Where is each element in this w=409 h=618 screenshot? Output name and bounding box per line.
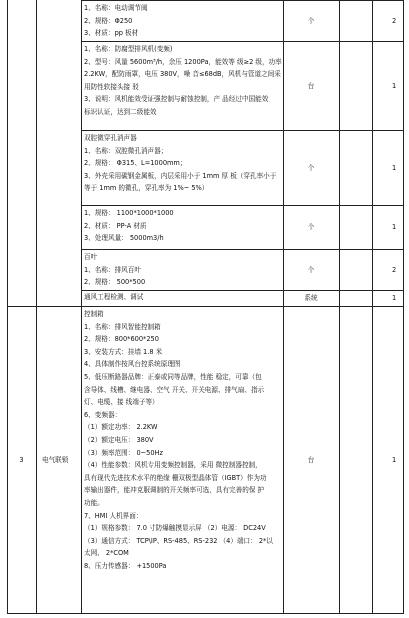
quantity-cell: 1 <box>392 223 397 231</box>
row-divider <box>81 130 404 131</box>
description-line: 3、材质：pp 板材 <box>84 29 139 38</box>
description-line: （4）性能参数：风机专用变频控制器，采用 微控制器控制， <box>84 461 262 470</box>
table-row <box>7 290 404 306</box>
column-divider <box>372 0 373 614</box>
description-line: 2.2KW，配防雨罩，电压 380V，噪 音≤68dB，风机与管道之间采 <box>84 70 281 79</box>
table-border <box>403 0 404 614</box>
description-line: 等于 1mm 的微孔，穿孔率为 1%~ 5%） <box>84 184 209 193</box>
description-line: 4、具体制作按风台控系统原理图 <box>84 360 181 369</box>
unit-cell: 个 <box>307 265 315 274</box>
description-line: 含导体、线槽、继电器、空气 开关、开关电源、排气扇、指示 <box>84 385 265 394</box>
description-line: 2、型号：风量 5600m³/h，余压 1200Pa，能效等 级≥2 级，功率 <box>84 57 282 66</box>
description-line: 灯、电缆、接 线端子等） <box>84 398 159 407</box>
description-line: 2、规格：Φ250 <box>84 16 133 25</box>
description-cell <box>84 291 282 304</box>
row-divider <box>81 290 404 291</box>
description-line: 标识认证，达到二级能效 <box>84 107 157 116</box>
description-line: 2、规格：800*600*250 <box>84 335 159 344</box>
description-line: 1、名称：排风百叶 <box>84 265 141 274</box>
description-cell <box>84 43 282 119</box>
table-row <box>7 249 404 290</box>
row-divider <box>81 0 404 1</box>
quantity-cell: 1 <box>392 294 397 302</box>
description-line: 8、压力传感器： +1500Pa <box>84 561 167 570</box>
description-line: （1）额定功率： 2.2KW <box>84 423 158 432</box>
unit-cell: 台 <box>307 456 315 464</box>
description-line: （3）频率范围： 0~50Hz <box>84 448 163 457</box>
unit-cell: 台 <box>307 81 315 90</box>
item-number-cell: 3 <box>19 456 24 464</box>
specification-table <box>7 0 404 614</box>
description-line: 具有现代先进技术水平的绝缘 栅双极型晶体管（IGBT）作为功 <box>84 473 267 482</box>
unit-cell: 系统 <box>304 294 318 302</box>
quantity-cell: 1 <box>392 163 397 172</box>
quantity-cell: 2 <box>392 16 397 25</box>
description-line: 2、规格： 500*500 <box>84 278 146 287</box>
description-line: 3、安装方式：挂墙 1.8 米 <box>84 347 163 356</box>
description-line: 通风工程检测、调试 <box>84 293 144 301</box>
row-divider <box>81 205 404 206</box>
unit-cell: 个 <box>307 16 315 25</box>
description-line: （3）通信方式： TCP\IP、RS-485、RS-232 （4）端口： 2*以 <box>84 536 273 545</box>
table-border <box>7 613 404 614</box>
quantity-cell: 1 <box>392 456 397 464</box>
column-divider <box>81 0 82 614</box>
table-row <box>7 205 404 249</box>
description-line: 用防性软接头接 驳 <box>84 82 139 91</box>
description-line: 率输出器件，能冲克服调制的开关频率可选，具有完善的保 护 <box>84 486 265 495</box>
description-line: （1）规格参数： 7.0 寸防爆触摸显示屏 （2）电源： DC24V <box>84 524 266 533</box>
table-row <box>7 130 404 205</box>
description-line: 百叶 <box>84 253 98 261</box>
column-divider <box>36 0 37 614</box>
description-line: （2）额定电压： 380V <box>84 435 154 444</box>
description-line: 1、名称：双腔微孔消声器； <box>84 146 168 155</box>
description-line: 1、名称：防腐型排风机(变频) <box>84 45 173 53</box>
table-row <box>7 306 404 614</box>
description-cell <box>84 132 282 195</box>
table-row <box>7 0 404 41</box>
table-row <box>7 41 404 130</box>
description-line: 功能。 <box>84 498 104 507</box>
description-line: 2、材质： PP-A 材质 <box>84 221 147 230</box>
description-cell <box>84 207 282 245</box>
description-cell <box>84 251 282 289</box>
column-divider <box>283 0 284 614</box>
quantity-cell: 1 <box>392 81 397 90</box>
description-line: 5、低压断路器品牌：正泰或同等品牌，性能 稳定，可靠（包 <box>84 372 262 381</box>
table-border <box>7 0 8 614</box>
description-line: 太网、 2*COM <box>84 549 129 558</box>
description-line: 6、变频器： <box>84 410 122 419</box>
quantity-cell: 2 <box>392 265 397 274</box>
description-line: 3、处理风量： 5000m3/h <box>84 234 164 243</box>
description-line: 控制箱 <box>84 310 104 318</box>
description-line: 1、名称：排风智能控制箱 <box>84 322 161 331</box>
description-cell <box>84 308 282 572</box>
description-cell <box>84 2 282 40</box>
description-line: 2、规格： Φ315、L=1000mm； <box>84 159 187 168</box>
description-line: 1、规格： 1100*1000*1000 <box>84 209 174 217</box>
unit-cell: 个 <box>307 163 315 172</box>
row-divider <box>7 306 404 307</box>
description-line: 3、说明：风机能效受证强控制与耐蚀控制，产 品经过中国能效 <box>84 95 269 104</box>
description-line: 7、HMI 人机界面： <box>84 511 143 520</box>
description-line: 双腔微穿孔消声器 <box>84 134 137 142</box>
description-line: 1、名称：电动调节阀 <box>84 4 148 12</box>
unit-cell: 个 <box>307 223 315 231</box>
row-divider <box>81 249 404 250</box>
description-line: 3、外壳采用碳钢金属板，内层采用小于 1mm 厚 板（穿孔率小于 <box>84 171 277 180</box>
item-name-cell: 电气联锁 <box>42 456 69 464</box>
column-divider <box>339 0 340 614</box>
row-divider <box>81 41 404 42</box>
